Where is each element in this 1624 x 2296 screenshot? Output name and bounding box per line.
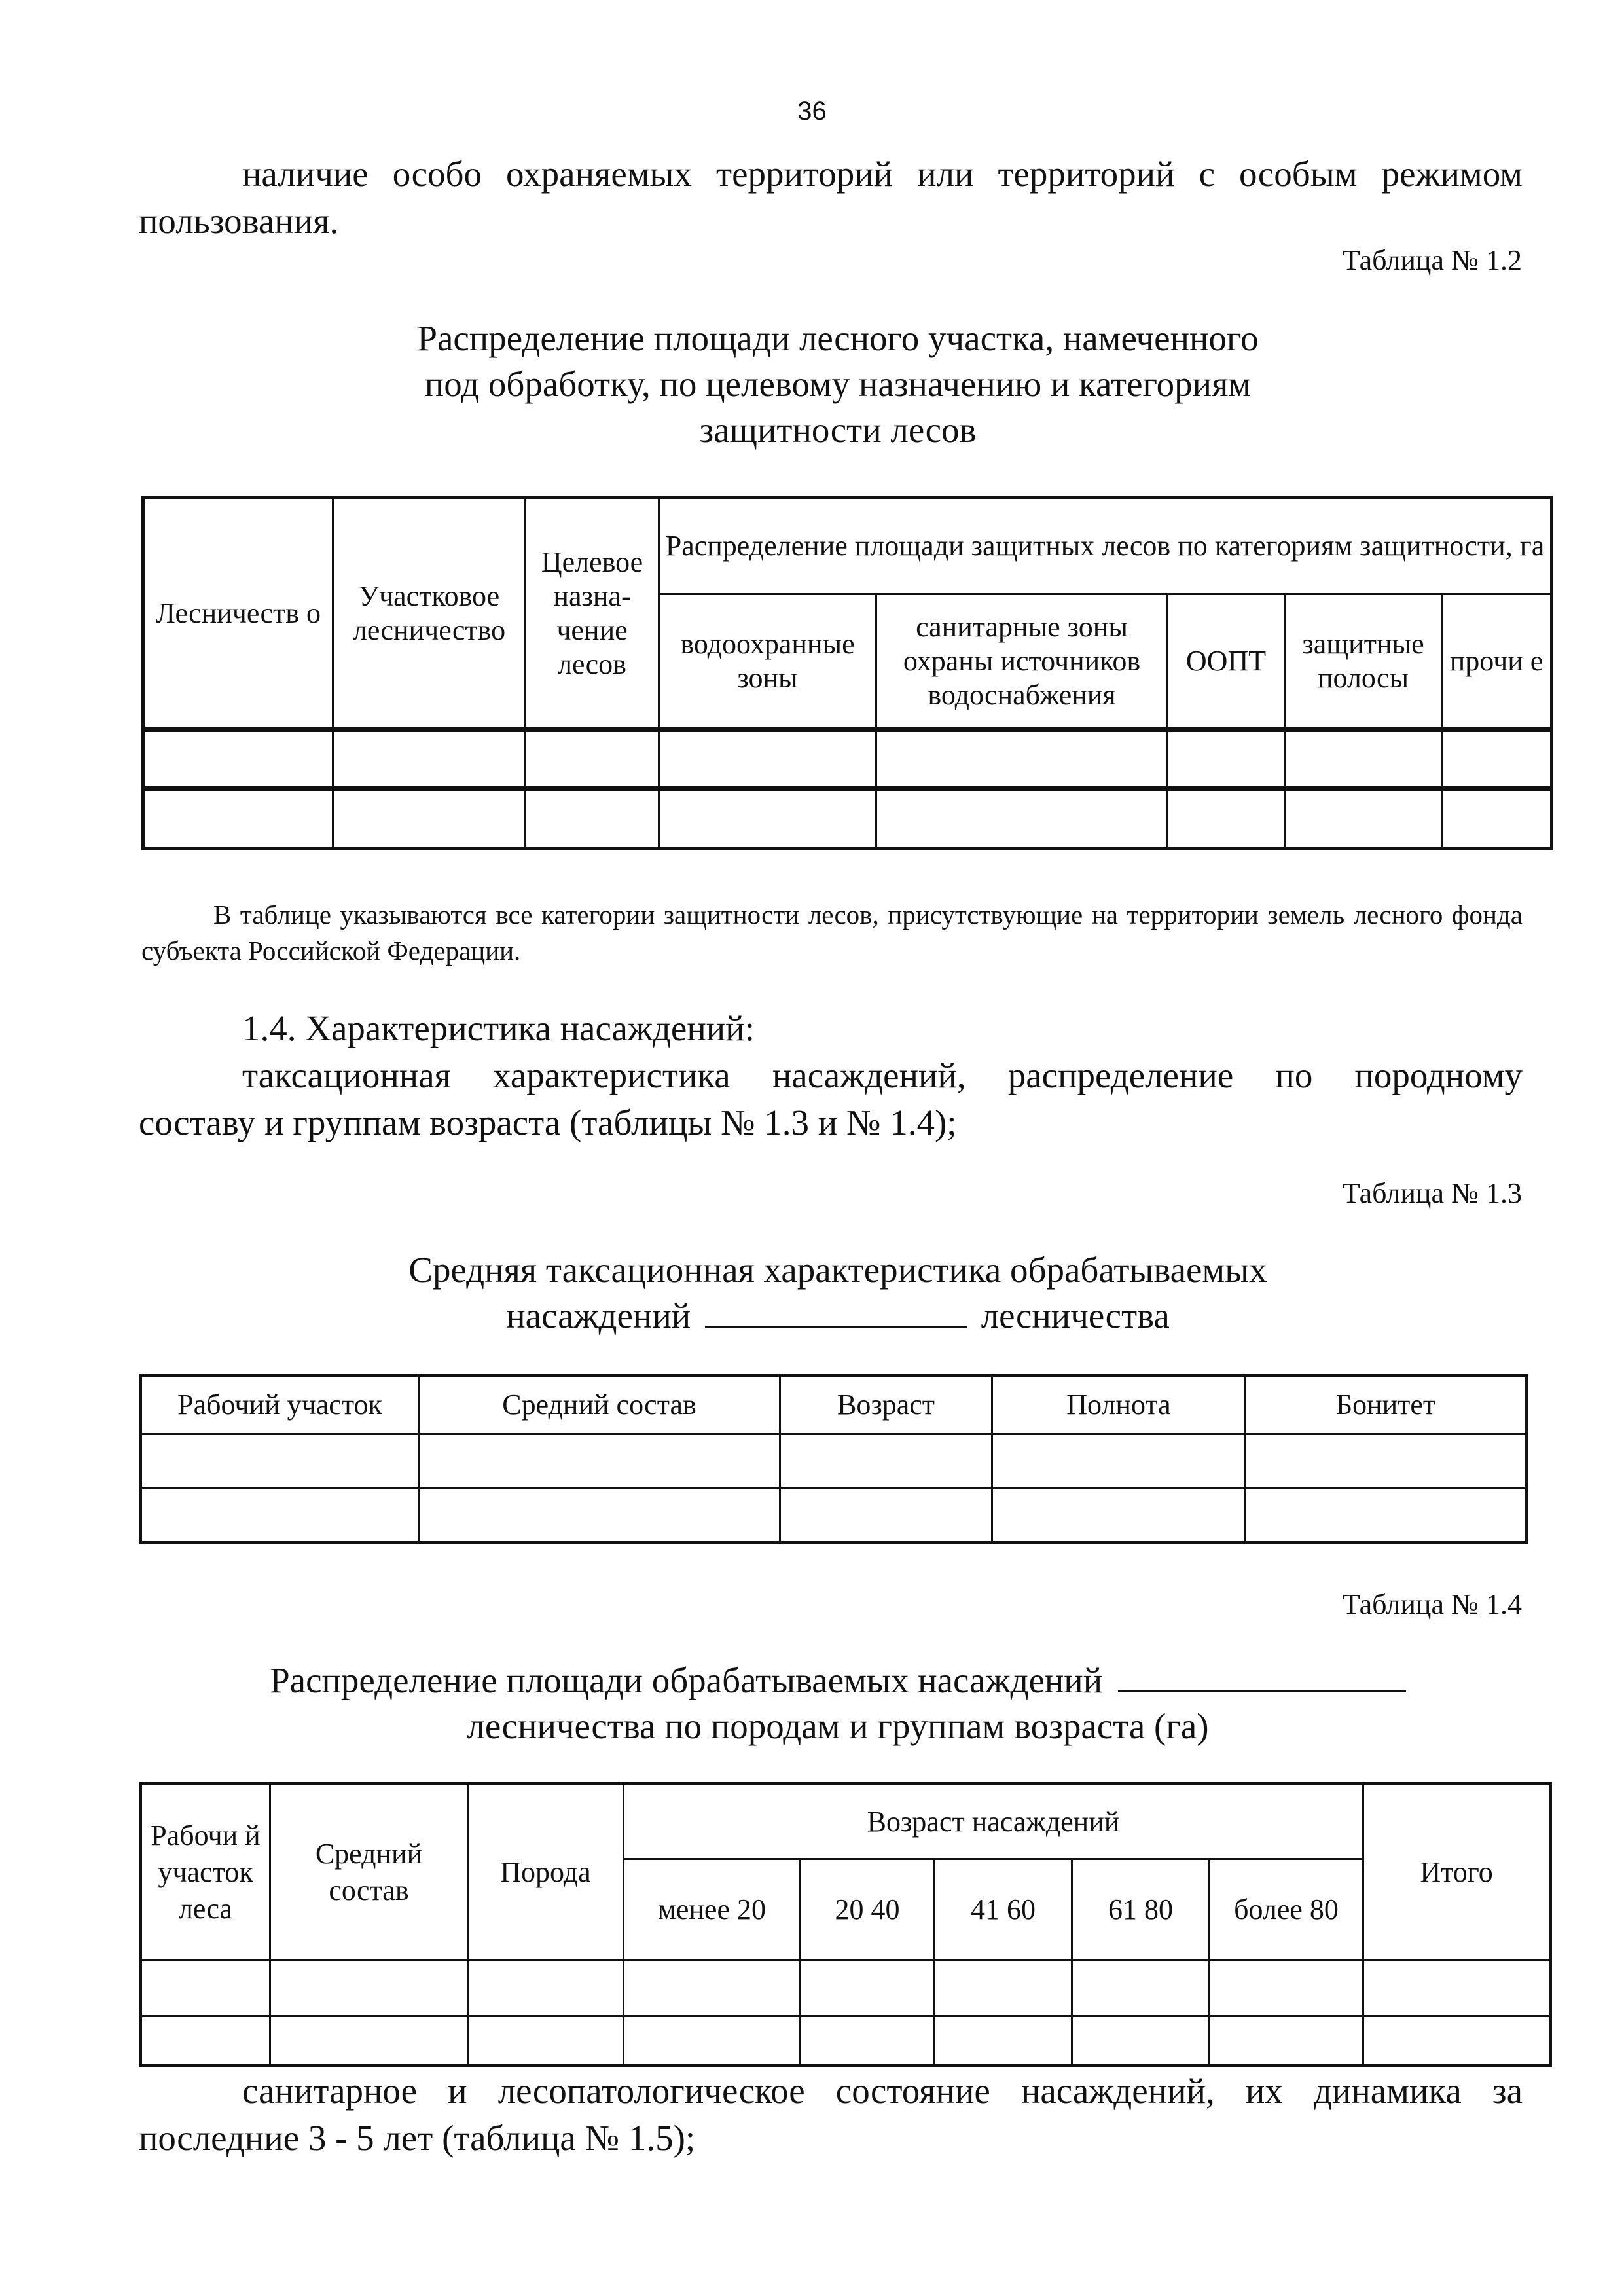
table-1-2-label: Таблица № 1.2	[1342, 244, 1522, 276]
table-1-3	[139, 1374, 1528, 1544]
header-site-class: Бонитет	[1246, 1376, 1527, 1434]
header-species: Порода	[468, 1784, 624, 1961]
header-work-plot: Рабочи й участок леса	[141, 1784, 270, 1961]
table-row	[143, 789, 1552, 849]
header-age-61-80: 61 80	[1072, 1859, 1210, 1961]
table-1-4-title-line-1	[196, 1658, 1479, 1704]
table-row	[141, 1488, 1527, 1543]
table-note: В таблице указываются все категории защитности лесов, присутствующие на территории земель лесного фонда субъекта Российской Федерации.	[141, 900, 1523, 966]
table-1-4	[139, 1782, 1552, 2067]
section-1-4-line-2: составу и группам возраста (таблицы № 1.3 и № 1.4);	[139, 1102, 957, 1142]
header-age-under-20: менее 20	[624, 1859, 801, 1961]
header-forestry: Лесничеств о	[143, 498, 333, 730]
table-row	[143, 730, 1552, 789]
page-number: 36	[797, 97, 827, 126]
header-total: Итого	[1363, 1784, 1551, 1961]
header-sanitary-zones: санитарные зоны охраны источников водоснабжения	[876, 594, 1168, 730]
table-1-3-label: Таблица № 1.3	[1342, 1177, 1522, 1209]
outro-line-2: последние 3 - 5 лет (таблица № 1.5);	[139, 2118, 696, 2158]
forestry-name-blank-2[interactable]	[1118, 1664, 1406, 1692]
table-1-2-title	[262, 316, 1414, 453]
header-stand-age: Возраст насаждений	[624, 1784, 1363, 1859]
table-row	[141, 1961, 1551, 2016]
section-1-4-line-1: таксационная характеристика насаждений, распределение по породному	[242, 1055, 1523, 1095]
header-working-plot: Рабочий участок	[141, 1376, 419, 1434]
table-1-3-title-part-1: насаждений	[506, 1296, 691, 1336]
forestry-name-blank[interactable]	[705, 1300, 967, 1328]
table-1-4-title-line-2: лесничества по породам и группам возраста (га)	[467, 1706, 1209, 1746]
table-1-2-title-line-1: Распределение площади лесного участка, намеченного	[417, 318, 1259, 358]
table-row	[141, 2016, 1551, 2066]
table-1-4-label: Таблица № 1.4	[1342, 1588, 1522, 1620]
table-1-2-title-line-2: под обработку, по целевому назначению и категориям	[424, 364, 1252, 404]
header-density: Полнота	[992, 1376, 1246, 1434]
table-1-2-title-line-3: защитности лесов	[699, 410, 977, 450]
table-row	[141, 1434, 1527, 1488]
header-age: Возраст	[780, 1376, 992, 1434]
table-1-3-title-line-2	[262, 1293, 1414, 1339]
table-1-2	[141, 496, 1553, 850]
header-average-composition: Средний состав	[270, 1784, 468, 1961]
header-protective-distribution: Распределение площади защитных лесов по категориям защитности, га	[659, 498, 1552, 594]
table-1-3-title-line-1: Средняя таксационная характеристика обрабатываемых	[408, 1250, 1267, 1290]
header-protective-strips: защитные полосы	[1285, 594, 1442, 730]
table-1-4-title-part-1: Распределение площади обрабатываемых насаждений	[270, 1660, 1103, 1700]
header-avg-composition: Средний состав	[419, 1376, 780, 1434]
outro-line-1: санитарное и лесопатологическое состояние насаждений, их динамика за	[242, 2071, 1523, 2111]
table-1-3-title-part-2: лесничества	[981, 1296, 1170, 1336]
header-oopt: ООПТ	[1168, 594, 1285, 730]
header-water-zones: водоохранные зоны	[659, 594, 876, 730]
header-age-20-40: 20 40	[801, 1859, 935, 1961]
header-forest-purpose: Целевое назна-чение лесов	[526, 498, 659, 730]
header-age-41-60: 41 60	[935, 1859, 1072, 1961]
intro-line-1: наличие особо охраняемых территорий или территорий с особым режимом	[242, 154, 1523, 194]
header-age-over-80: более 80	[1210, 1859, 1363, 1961]
intro-line-2: пользования.	[139, 201, 339, 241]
header-other: прочи е	[1442, 594, 1552, 730]
header-district-forestry: Участковое лесничество	[333, 498, 526, 730]
section-1-4-heading: 1.4. Характеристика насаждений:	[242, 1008, 755, 1048]
